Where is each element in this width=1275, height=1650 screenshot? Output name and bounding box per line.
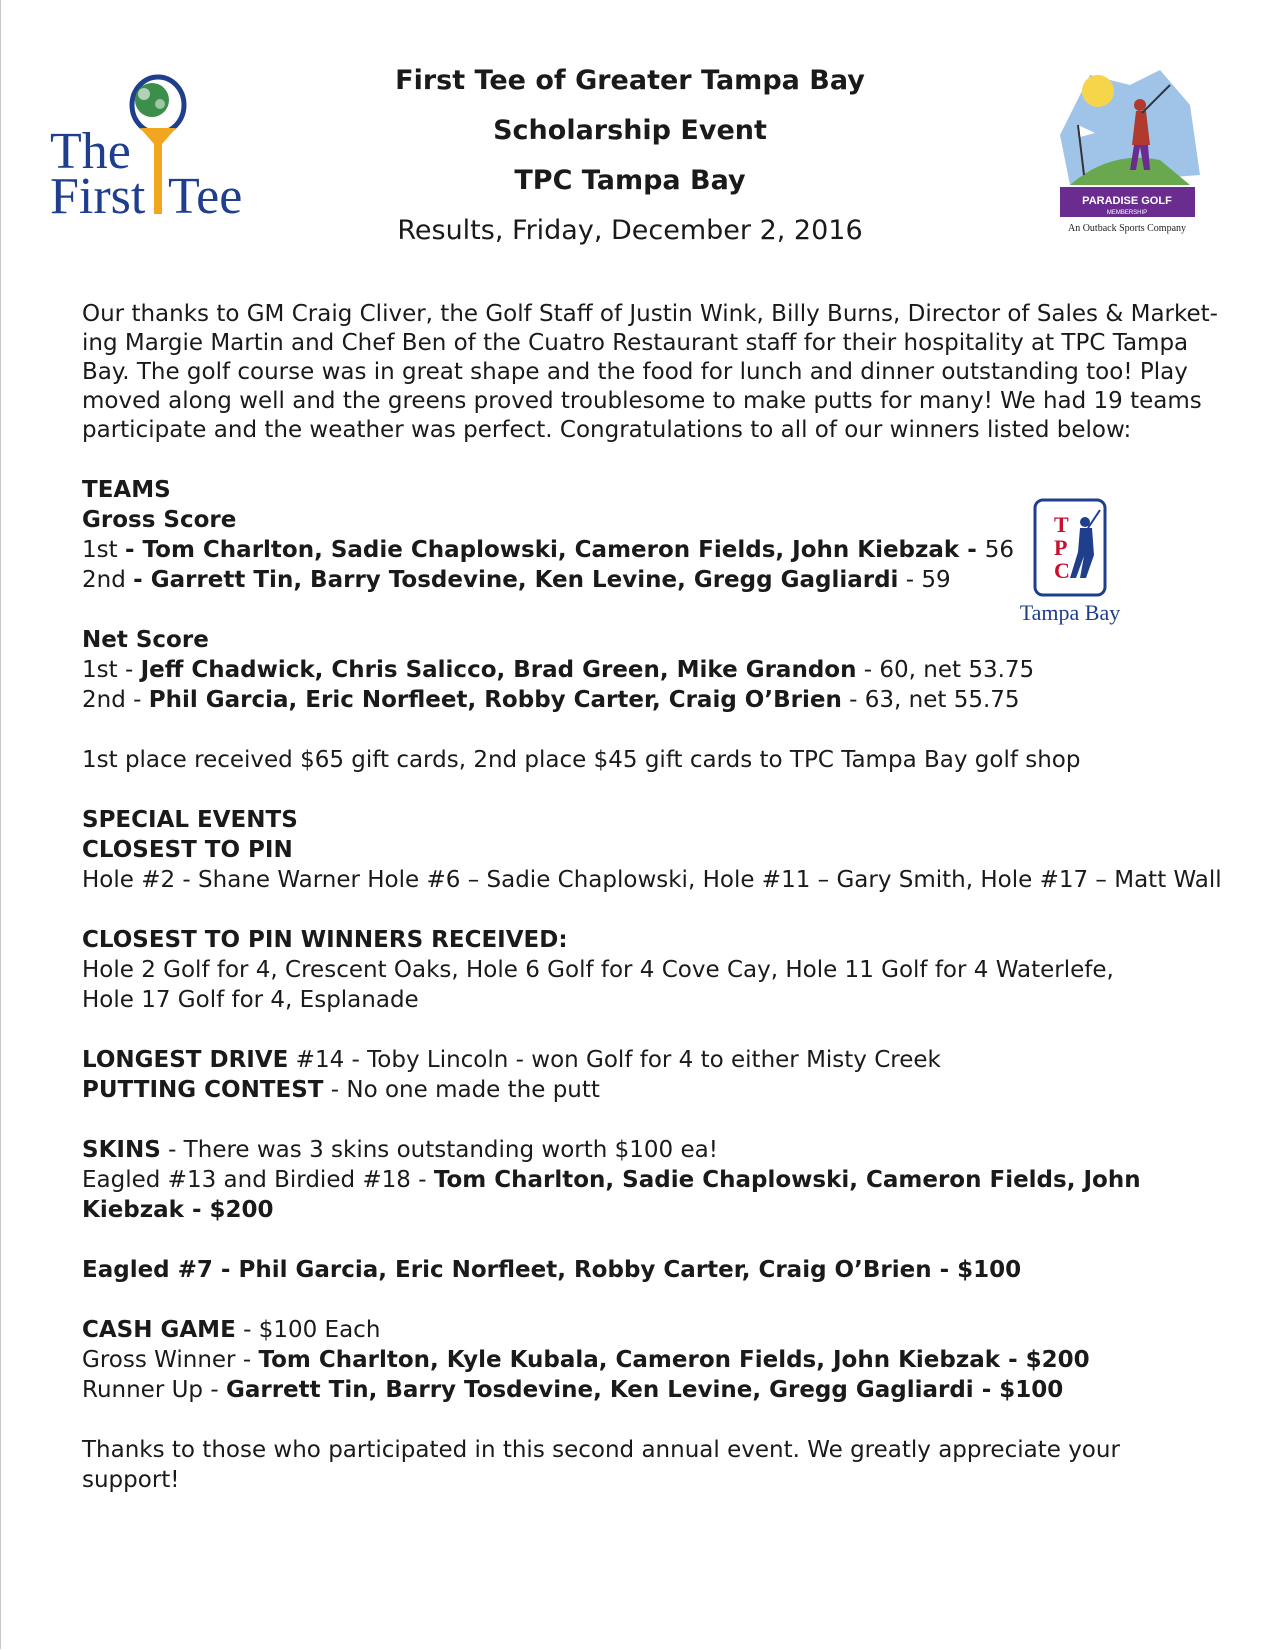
- first-tee-logo-tee: Tee: [168, 168, 243, 225]
- first-tee-logo-first: First: [50, 168, 146, 225]
- skins-winners-line: Eagled #13 and Birdied #18 - Tom Charlton, Sadie Chaplowski, Cameron Fields, John: [82, 1167, 1141, 1193]
- skins-winners-line: Kiebzak - $200: [82, 1197, 274, 1223]
- intro-line: ing Margie Martin and Chef Ben of the Cuatro Restaurant staff for their hospitality at TPC Tampa: [82, 330, 1189, 356]
- paradise-golf-tagline: An Outback Sports Company: [1067, 223, 1187, 234]
- cash-gross-winner: Gross Winner - Tom Charlton, Kyle Kubala, Cameron Fields, John Kiebzak - $200: [82, 1347, 1090, 1373]
- skins-line: SKINS - There was 3 skins outstanding worth $100 ea!: [82, 1137, 718, 1163]
- eagle-7-line: Eagled #7 - Phil Garcia, Eric Norfleet, Robby Carter, Craig O’Brien - $100: [82, 1257, 1022, 1283]
- first-tee-logo-the: The: [50, 123, 131, 180]
- teams-heading: TEAMS: [82, 477, 171, 503]
- gross-1st: 1st - Tom Charlton, Sadie Chaplowski, Cameron Fields, John Kiebzak - 56: [82, 537, 1015, 563]
- ctp-winners-line: Hole 17 Golf for 4, Esplanade: [82, 987, 419, 1013]
- net-2nd: 2nd - Phil Garcia, Eric Norfleet, Robby Carter, Craig O’Brien - 63, net 55.75: [82, 687, 1020, 713]
- putting-contest-line: PUTTING CONTEST - No one made the putt: [82, 1077, 600, 1103]
- header-date: Results, Friday, December 2, 2016: [397, 215, 863, 246]
- ctp-winners-heading: CLOSEST TO PIN WINNERS RECEIVED:: [82, 927, 568, 953]
- special-events-heading: SPECIAL EVENTS: [82, 807, 298, 833]
- header-subtitle: Scholarship Event: [493, 115, 767, 146]
- closest-to-pin-line: Hole #2 - Shane Warner Hole #6 – Sadie Chaplowski, Hole #11 – Gary Smith, Hole #17 – Matt Wall: [82, 867, 1222, 893]
- tpc-logo-c: C: [1054, 558, 1070, 583]
- intro-line: moved along well and the greens proved troublesome to make putts for many! We had 19 teams: [82, 388, 1202, 414]
- tpc-logo-p: P: [1054, 535, 1068, 560]
- header-venue: TPC Tampa Bay: [514, 165, 746, 196]
- longest-drive-line: LONGEST DRIVE #14 - Toby Lincoln - won Golf for 4 to either Misty Creek: [82, 1047, 941, 1073]
- cash-game-line: CASH GAME - $100 Each: [82, 1317, 381, 1343]
- first-tee-logo: [40, 70, 280, 240]
- intro-paragraph: [82, 300, 1222, 445]
- net-1st: 1st - Jeff Chadwick, Chris Salicco, Brad Green, Mike Grandon - 60, net 53.75: [82, 657, 1035, 683]
- paradise-golf-logo: [1050, 65, 1210, 245]
- prizes-line: 1st place received $65 gift cards, 2nd place $45 gift cards to TPC Tampa Bay golf shop: [82, 747, 1081, 773]
- cash-runner-up: Runner Up - Garrett Tin, Barry Tosdevine, Ken Levine, Gregg Gagliardi - $100: [82, 1377, 1064, 1403]
- tpc-logo-place: Tampa Bay: [1019, 600, 1121, 625]
- gross-score-heading: Gross Score: [82, 507, 237, 533]
- paradise-golf-membership: MEMBERSHIP: [1106, 210, 1148, 216]
- header-title: First Tee of Greater Tampa Bay: [395, 65, 865, 96]
- gross-2nd: 2nd - Garrett Tin, Barry Tosdevine, Ken Levine, Gregg Gagliardi - 59: [82, 567, 951, 593]
- closest-to-pin-heading: CLOSEST TO PIN: [82, 837, 293, 863]
- ctp-winners-line: Hole 2 Golf for 4, Crescent Oaks, Hole 6 Golf for 4 Cove Cay, Hole 11 Golf for 4 Waterlefe,: [82, 957, 1114, 983]
- net-score-heading: Net Score: [82, 627, 209, 653]
- header: [300, 56, 960, 256]
- results-body: [82, 300, 1222, 1495]
- tpc-logo-t: T: [1054, 512, 1069, 537]
- paradise-golf-name: PARADISE GOLF: [1082, 195, 1172, 207]
- intro-line: Bay. The golf course was in great shape and the food for lunch and dinner outstanding too! Play: [82, 359, 1188, 385]
- intro-line: participate and the weather was perfect. Congratulations to all of our winners listed below:: [82, 417, 1132, 443]
- intro-line: Our thanks to GM Craig Cliver, the Golf Staff of Justin Wink, Billy Burns, Director of Sales & Market-: [82, 301, 1218, 327]
- closing-line: Thanks to those who participated in this second annual event. We greatly appreciate your support!: [82, 1437, 1120, 1493]
